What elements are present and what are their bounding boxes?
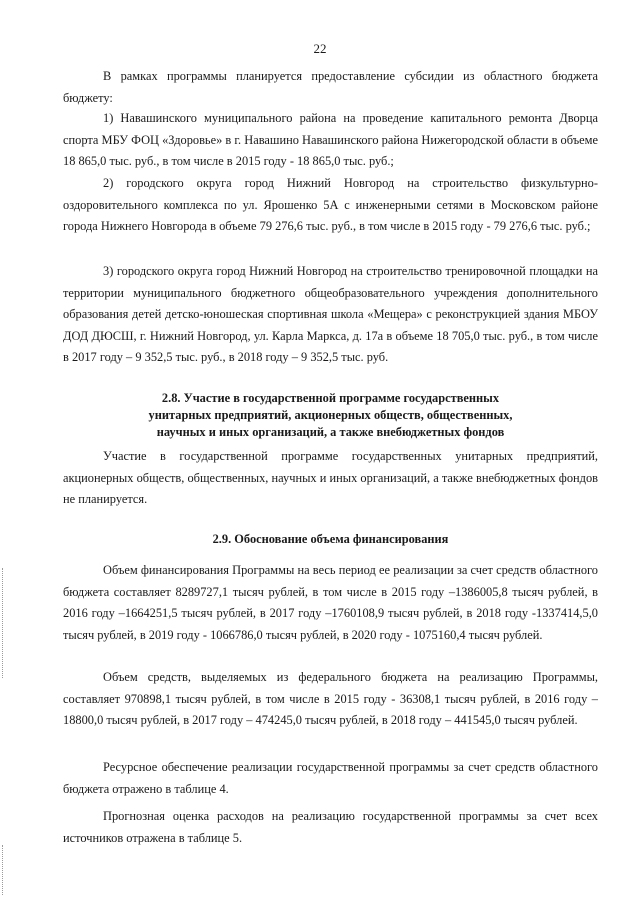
section-2-8-title-line: 2.8. Участие в государственной программе государственных bbox=[161, 391, 500, 405]
scan-edge-mark bbox=[2, 845, 3, 895]
intro-paragraph: В рамках программы планируется предоставление субсидии из областного бюджета бюджету: bbox=[63, 69, 598, 105]
subsidy-item-3: 3) городского округа город Нижний Новгород на строительство тренировочной площадки на территории муниципального бюджетного общеобразовательного учреждения дополнительного образования детей детско-юношеская спортивная школа «Мещера» с реконструкцией здания МБОУ ДОД ДЮСШ, г. Нижний Новгород, ул. Карла Маркса, д. 17а в объеме 18 705,0 тыс. руб., в том числе в 2017 году – 9 352,5 тыс. руб., в 2018 году – 9 352,5 тыс. руб. bbox=[63, 264, 598, 365]
page-number: 22 bbox=[313, 41, 327, 56]
section-2-8-title-line: унитарных предприятий, акционерных обществ, общественных, bbox=[148, 408, 513, 422]
section-2-8-title-line: научных и иных организаций, а также внебюджетных фондов bbox=[156, 425, 505, 439]
federal-budget-paragraph: Объем средств, выделяемых из федерального бюджета на реализацию Программы, составляет 970898,1 тысяч рублей, в том числе в 2015 году - 36308,1 тысяч рублей, в 2016 году – 18800,0 тысяч рублей, в 2017 году – 474245,0 тысяч рублей, в 2018 году – 441545,0 тысяч рублей. bbox=[63, 670, 598, 728]
subsidy-item-2: 2) городского округа город Нижний Новгород на строительство физкультурно-оздоровительного комплекса по ул. Ярошенко 5А с инженерными сетями в Московском районе города Нижнего Новгорода в объеме 79 276,6 тыс. руб., в том числе в 2015 году - 79 276,6 тыс. руб.; bbox=[63, 176, 598, 234]
subsidy-item-1: 1) Навашинского муниципального района на проведение капитального ремонта Дворца спорта МБУ ФОЦ «Здоровье» в г. Навашино Навашинского района Нижегородской области в объеме 18 865,0 тыс. руб., в том числе в 2015 году - 18 865,0 тыс. руб.; bbox=[63, 111, 598, 169]
table-5-reference: Прогнозная оценка расходов на реализацию государственной программы за счет всех источников отражена в таблице 5. bbox=[63, 809, 598, 845]
financing-paragraph: Объем финансирования Программы на весь период ее реализации за счет средств областного бюджета составляет 8289727,1 тысяч рублей, в том числе в 2015 году –1386005,8 тысяч рублей, в 2016 году –1664251,5 тысяч рублей, в 2017 году –1760108,9 тысяч рублей, в 2018 году -1337414,5,0 тысяч рублей, в 2019 году - 1066786,0 тысяч рублей, в 2020 году - 1075160,4 тысяч рублей. bbox=[63, 563, 598, 642]
section-2-9-title: 2.9. Обоснование объема финансирования bbox=[212, 532, 449, 546]
section-2-8-text: Участие в государственной программе государственных унитарных предприятий, акционерных обществ, общественных, научных и иных организаций, а также внебюджетных фондов не планируется. bbox=[63, 449, 598, 507]
scan-edge-mark bbox=[2, 568, 3, 678]
table-4-reference: Ресурсное обеспечение реализации государственной программы за счет средств областного бюджета отражено в таблице 4. bbox=[63, 760, 598, 796]
section-2-8-title bbox=[63, 390, 598, 441]
